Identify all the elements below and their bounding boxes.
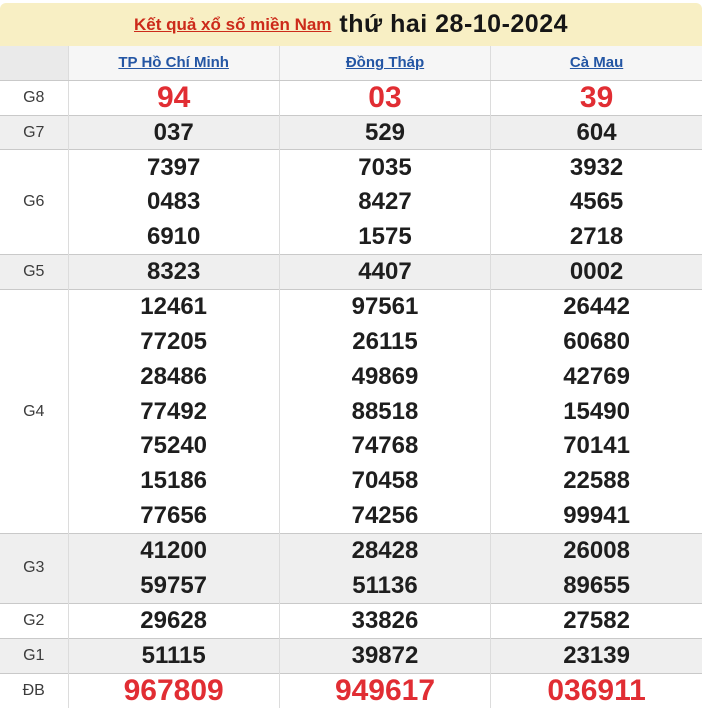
result-cell: 967809 bbox=[68, 673, 279, 708]
column-header-2 bbox=[491, 46, 702, 80]
result-cell: 51115 bbox=[68, 638, 279, 673]
result-cell: 77656 bbox=[68, 499, 279, 534]
result-cell: 42769 bbox=[491, 359, 702, 394]
prize-label-g4: G4 bbox=[0, 289, 68, 533]
province-link-2[interactable]: Cà Mau bbox=[569, 54, 624, 72]
results-table-wrap bbox=[0, 46, 702, 708]
result-cell: 6910 bbox=[68, 220, 279, 255]
result-cell: 15186 bbox=[68, 464, 279, 499]
table-row bbox=[0, 638, 702, 673]
table-row bbox=[0, 150, 702, 185]
table-row bbox=[0, 220, 702, 255]
result-cell: 529 bbox=[279, 115, 490, 150]
table-row bbox=[0, 673, 702, 708]
prize-label-g6: G6 bbox=[0, 150, 68, 255]
result-cell: 7397 bbox=[68, 150, 279, 185]
result-cell: 99941 bbox=[491, 499, 702, 534]
prize-label-g2: G2 bbox=[0, 603, 68, 638]
table-row bbox=[0, 359, 702, 394]
result-cell: 49869 bbox=[279, 359, 490, 394]
province-link-1[interactable]: Đồng Tháp bbox=[345, 54, 425, 72]
result-cell: 59757 bbox=[68, 568, 279, 603]
result-cell: 28428 bbox=[279, 534, 490, 569]
result-cell: 7035 bbox=[279, 150, 490, 185]
result-cell: 28486 bbox=[68, 359, 279, 394]
column-header-0 bbox=[68, 46, 279, 80]
title-banner bbox=[0, 3, 702, 46]
table-row bbox=[0, 534, 702, 569]
result-cell: 3932 bbox=[491, 150, 702, 185]
result-cell: 39 bbox=[491, 80, 702, 115]
result-cell: 036911 bbox=[491, 673, 702, 708]
result-cell: 23139 bbox=[491, 638, 702, 673]
result-cell: 77492 bbox=[68, 394, 279, 429]
table-row bbox=[0, 394, 702, 429]
table-row bbox=[0, 289, 702, 324]
result-cell: 037 bbox=[68, 115, 279, 150]
result-cell: 949617 bbox=[279, 673, 490, 708]
result-cell: 29628 bbox=[68, 603, 279, 638]
result-cell: 2718 bbox=[491, 220, 702, 255]
result-cell: 88518 bbox=[279, 394, 490, 429]
result-cell: 1575 bbox=[279, 220, 490, 255]
prize-label-header bbox=[0, 46, 68, 80]
result-cell: 60680 bbox=[491, 324, 702, 359]
result-cell: 51136 bbox=[279, 568, 490, 603]
result-cell: 26008 bbox=[491, 534, 702, 569]
prize-label-g1: G1 bbox=[0, 638, 68, 673]
table-row bbox=[0, 185, 702, 220]
result-cell: 604 bbox=[491, 115, 702, 150]
prize-label-db: ĐB bbox=[0, 673, 68, 708]
result-cell: 70458 bbox=[279, 464, 490, 499]
result-cell: 33826 bbox=[279, 603, 490, 638]
prize-label-g8: G8 bbox=[0, 80, 68, 115]
column-header-1 bbox=[279, 46, 490, 80]
table-row bbox=[0, 115, 702, 150]
result-cell: 8323 bbox=[68, 255, 279, 290]
table-row bbox=[0, 324, 702, 359]
result-cell: 4565 bbox=[491, 185, 702, 220]
result-cell: 97561 bbox=[279, 289, 490, 324]
result-cell: 03 bbox=[279, 80, 490, 115]
result-cell: 22588 bbox=[491, 464, 702, 499]
result-cell: 39872 bbox=[279, 638, 490, 673]
result-cell: 89655 bbox=[491, 568, 702, 603]
result-cell: 26115 bbox=[279, 324, 490, 359]
title-date: thứ hai 28-10-2024 bbox=[339, 10, 569, 38]
table-row bbox=[0, 80, 702, 115]
title-link[interactable]: Kết quả xổ số miền Nam bbox=[133, 14, 332, 34]
result-cell: 41200 bbox=[68, 534, 279, 569]
table-row bbox=[0, 429, 702, 464]
province-link-0[interactable]: TP Hồ Chí Minh bbox=[118, 54, 229, 72]
result-cell: 0483 bbox=[68, 185, 279, 220]
table-row bbox=[0, 499, 702, 534]
result-cell: 74768 bbox=[279, 429, 490, 464]
result-cell: 27582 bbox=[491, 603, 702, 638]
result-cell: 15490 bbox=[491, 394, 702, 429]
table-row bbox=[0, 464, 702, 499]
table-row bbox=[0, 568, 702, 603]
table-row bbox=[0, 603, 702, 638]
result-cell: 94 bbox=[68, 80, 279, 115]
prize-label-g7: G7 bbox=[0, 115, 68, 150]
result-cell: 74256 bbox=[279, 499, 490, 534]
result-cell: 8427 bbox=[279, 185, 490, 220]
result-cell: 77205 bbox=[68, 324, 279, 359]
result-cell: 75240 bbox=[68, 429, 279, 464]
result-cell: 0002 bbox=[491, 255, 702, 290]
result-cell: 26442 bbox=[491, 289, 702, 324]
table-row bbox=[0, 255, 702, 290]
results-table bbox=[0, 46, 702, 708]
result-cell: 4407 bbox=[279, 255, 490, 290]
result-cell: 12461 bbox=[68, 289, 279, 324]
prize-label-g3: G3 bbox=[0, 534, 68, 604]
prize-label-g5: G5 bbox=[0, 255, 68, 290]
result-cell: 70141 bbox=[491, 429, 702, 464]
column-header-row bbox=[0, 46, 702, 80]
